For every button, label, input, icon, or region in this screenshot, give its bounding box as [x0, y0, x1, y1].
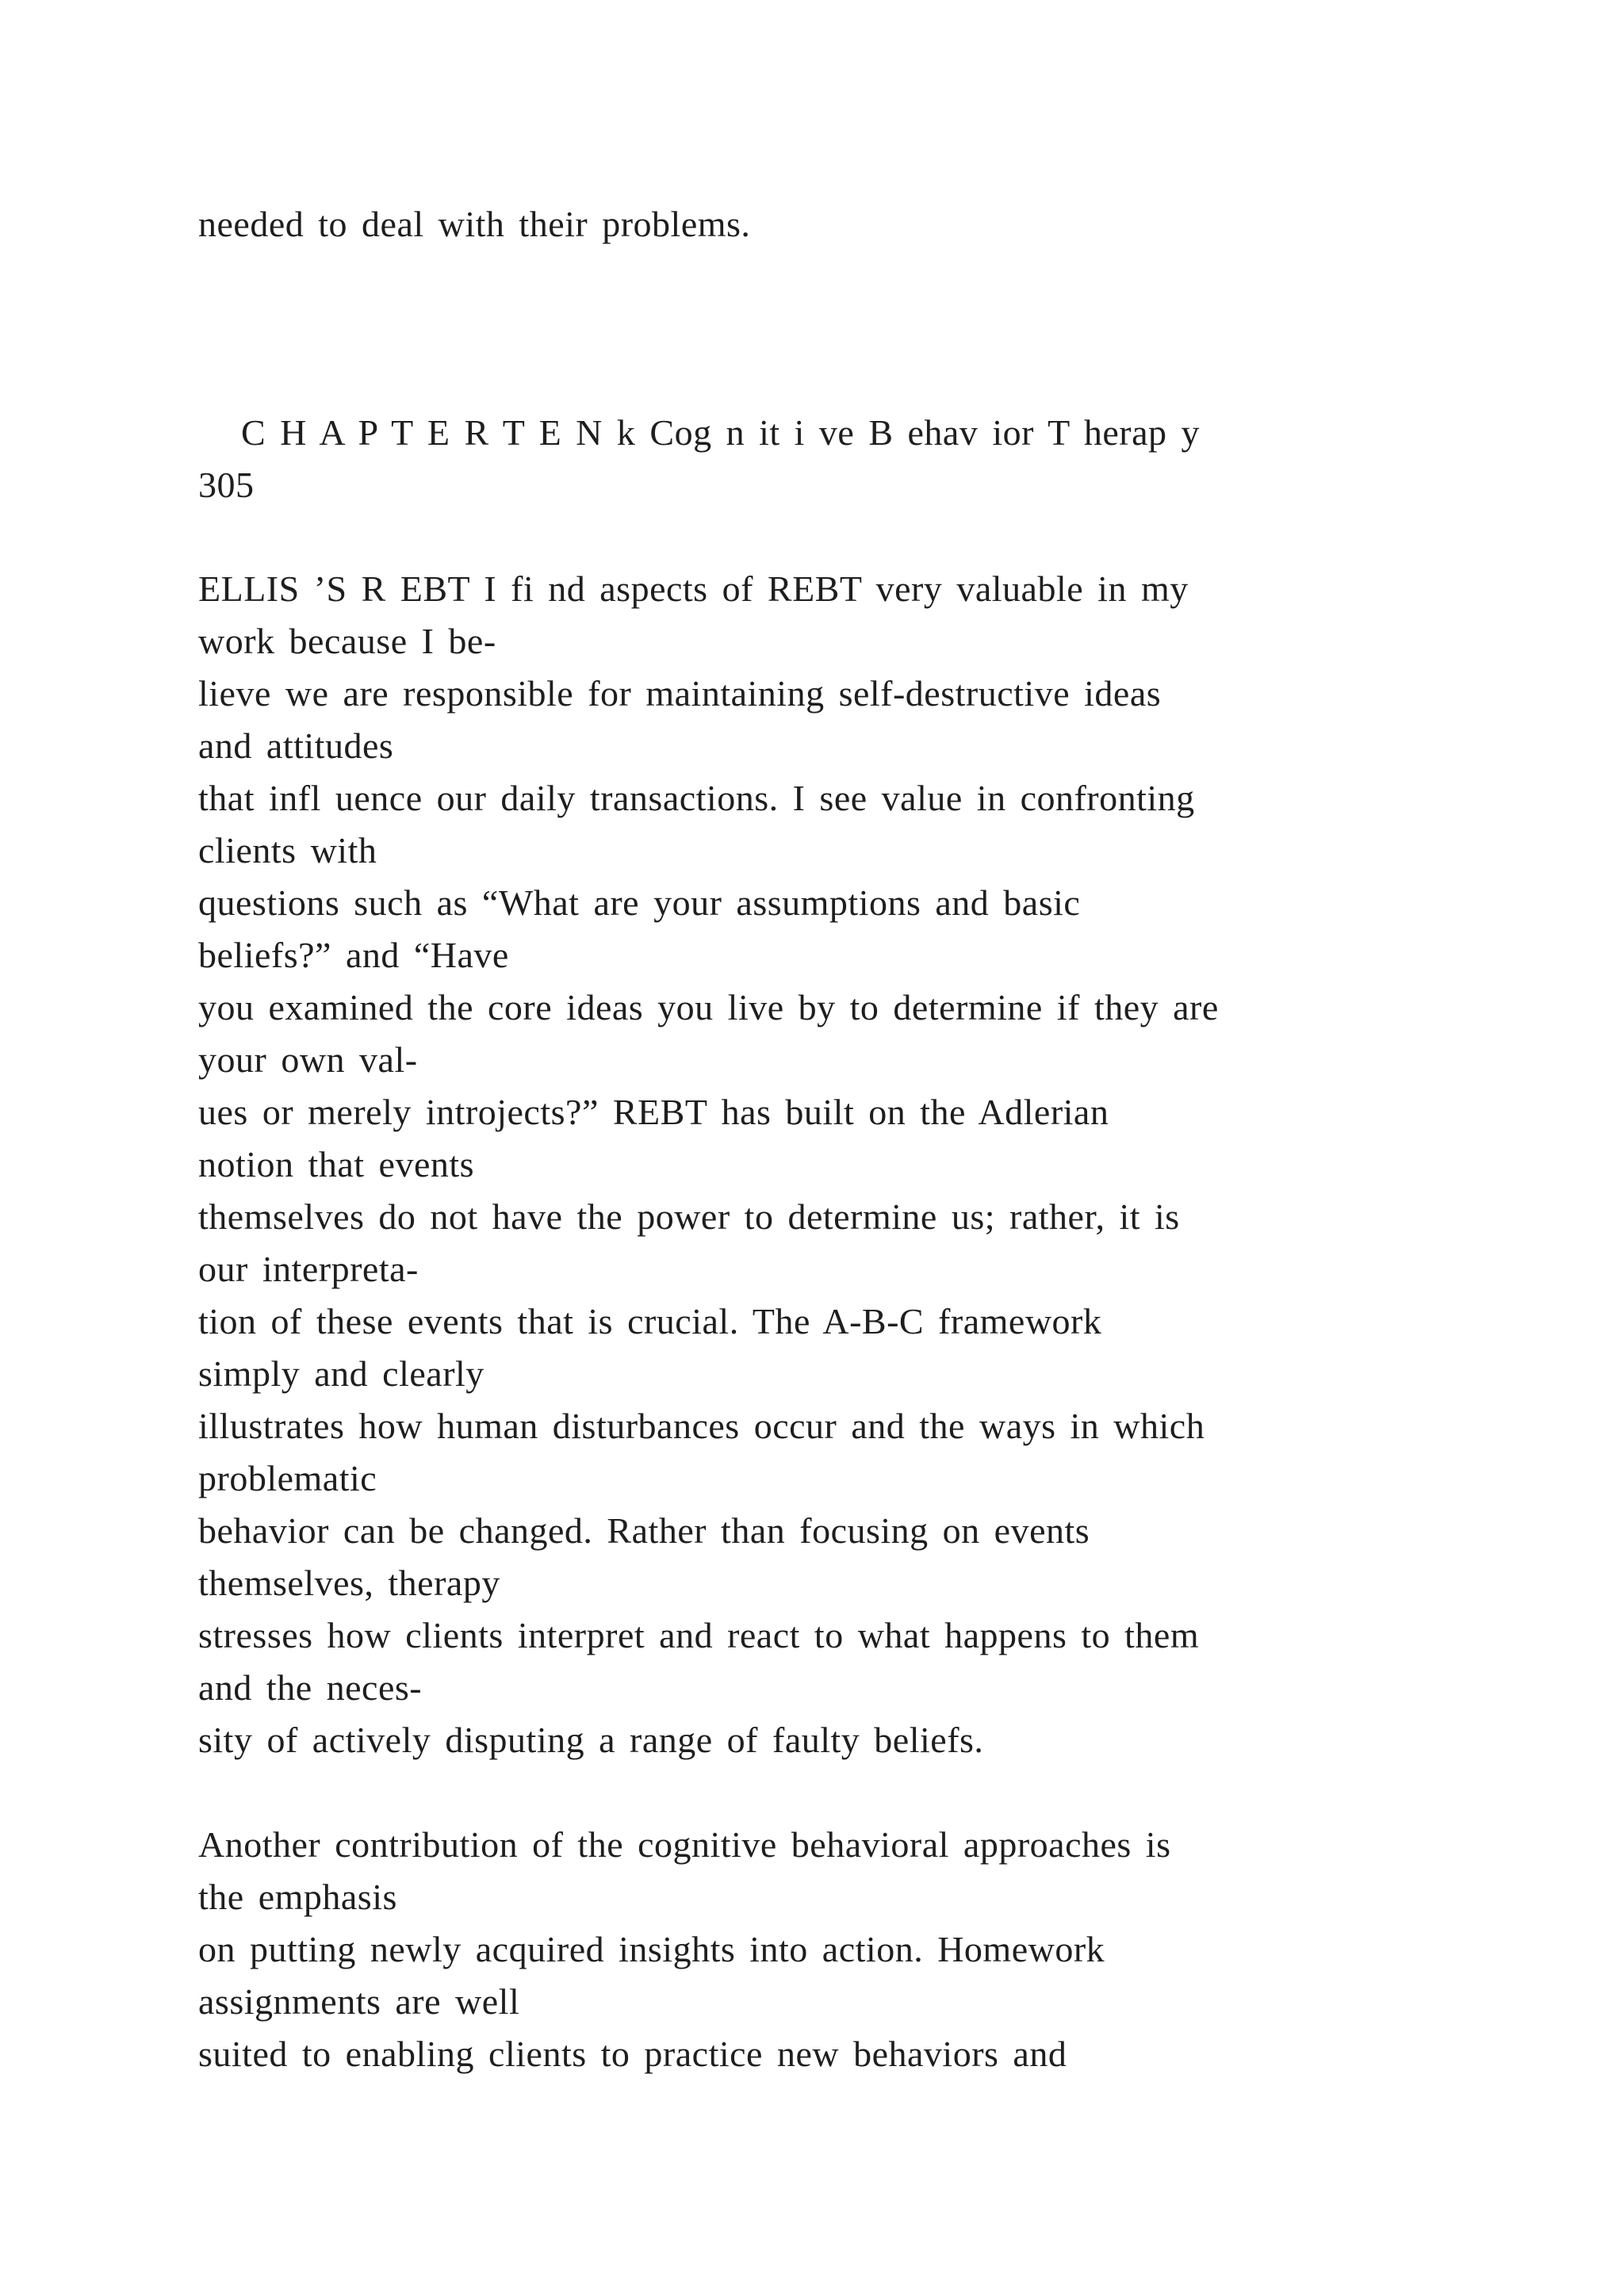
text-line: illustrates how human disturbances occur and the ways in which: [198, 1406, 1205, 1446]
text-line: assignments are well: [198, 1981, 520, 2022]
text-line: lieve we are responsible for maintaining self-destructive ideas: [198, 673, 1162, 714]
text-line: and attitudes: [198, 725, 394, 766]
text-line: on putting newly acquired insights into action. Homework: [198, 1929, 1105, 1969]
text-line: the emphasis: [198, 1877, 397, 1917]
text-line: that infl uence our daily transactions. I see value in confronting: [198, 778, 1195, 818]
text-line: sity of actively disputing a range of faulty beliefs.: [198, 1720, 984, 1760]
text-line: your own val-: [198, 1039, 418, 1080]
text-line: needed to deal with their problems.: [198, 204, 751, 244]
text-line: suited to enabling clients to practice new behaviors and: [198, 2034, 1067, 2074]
text-line: themselves do not have the power to determine us; rather, it is: [198, 1196, 1180, 1237]
text-line: beliefs?” and “Have: [198, 935, 509, 975]
text-line: stresses how clients interpret and react to what happens to them: [198, 1615, 1200, 1655]
text-line: questions such as “What are your assumptions and basic: [198, 882, 1081, 923]
text-line: and the neces-: [198, 1667, 423, 1708]
text-line: Another contribution of the cognitive behavioral approaches is: [198, 1824, 1171, 1865]
text-line: simply and clearly: [198, 1353, 485, 1394]
text-line: themselves, therapy: [198, 1563, 500, 1603]
text-line: clients with: [198, 830, 377, 871]
text-line: ues or merely introjects?” REBT has built on the Adlerian: [198, 1092, 1109, 1132]
text-line: behavior can be changed. Rather than focusing on events: [198, 1510, 1090, 1551]
text-line: work because I be-: [198, 621, 496, 661]
text-line: our interpreta-: [198, 1249, 419, 1289]
page-number: 305: [198, 465, 255, 505]
text-line: notion that events: [198, 1144, 475, 1184]
text-line: tion of these events that is crucial. The A-B-C framework: [198, 1301, 1102, 1341]
chapter-running-header: C H A P T E R T E N k Cog n it i ve B ehav ior T herap y: [198, 412, 1201, 453]
text-line: ELLIS ’S R EBT I fi nd aspects of REBT very valuable in my: [198, 568, 1189, 609]
text-line: you examined the core ideas you live by to determine if they are: [198, 987, 1219, 1027]
text-line: problematic: [198, 1458, 377, 1498]
